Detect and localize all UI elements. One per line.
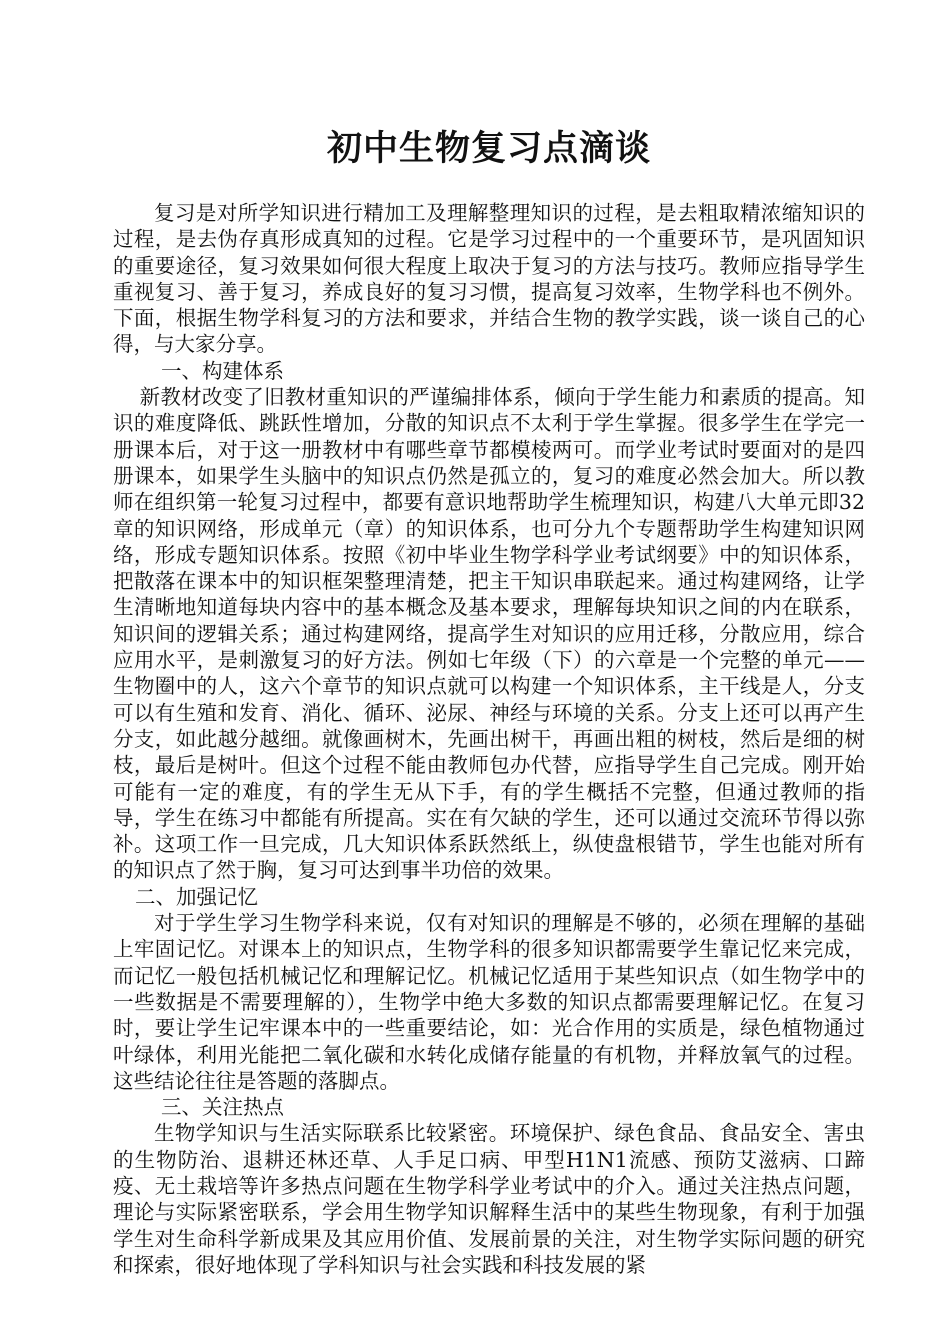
section-body-1: 新教材改变了旧教材重知识的严谨编排体系，倾向于学生能力和素质的提高。知识的难度降低、跳跃性增加，分散的知识点不太利于学生掌握。很多学生在学完一册课本后，对于这一册教材中有哪些章节都模棱两可。而学业考试时要面对的是四册课本，如果学生头脑中的知识点仍然是孤立的，复习的难度必然会加大。所以教师在组织第一轮复习过程中，都要有意识地帮助学生梳理知识，构建八大单元即32章的知识网络，形成单元（章）的知识体系，也可分九个专题帮助学生构建知识网络，形成专题知识体系。按照《初中毕业生物学科学业考试纲要》中的知识体系，把散落在课本中的知识框架整理清楚，把主干知识串联起来。通过构建网络，让学生清晰地知道每块内容中的基本概念及基本要求，理解每块知识之间的内在联系，知识间的逻辑关系；通过构建网络，提高学生对知识的应用迁移，分散应用，综合应用水平，是刺激复习的好方法。例如七年级（下）的六章是一个完整的单元——生物圈中的人，这六个章节的知识点就可以构建一个知识体系，主干线是人，分支可以有生殖和发育、消化、循环、泌尿、神经与环境的关系。分支上还可以再产生分支，如此越分越细。就像画树木，先画出树干，再画出粗的树枝，然后是细的树枝，最后是树叶。但这个过程不能由教师包办代替，应指导学生自己完成。刚开始可能有一定的难度，有的学生无从下手，有的学生概括不完整，但通过教师的指导，学生在练习中都能有所提高。实在有欠缺的学生，还可以通过交流环节得以弥补。这项工作一旦完成，几大知识体系跃然纸上，纵使盘根错节，学生也能对所有的知识点了然于胸，复习可达到事半功倍的效果。 bbox=[113, 385, 865, 883]
intro-paragraph: 复习是对所学知识进行精加工及理解整理知识的过程，是去粗取精浓缩知识的过程，是去伪存真形成真知的过程。它是学习过程中的一个重要环节，是巩固知识的重要途径，复习效果如何很大程度上取决于复习的方法与技巧。教师应指导学生重视复习、善于复习，养成良好的复习习惯，提高复习效率，生物学科也不例外。下面，根据生物学科复习的方法和要求，并结合生物的教学实践，谈一谈自己的心得，与大家分享。 bbox=[113, 201, 865, 357]
section-heading-2: 二、加强记忆 bbox=[135, 884, 258, 909]
section-heading-1: 一、构建体系 bbox=[161, 358, 284, 383]
section-body-3: 生物学知识与生活实际联系比较紧密。环境保护、绿色食品、食品安全、害虫的生物防治、退耕还林还草、人手足口病、甲型H1N1流感、预防艾滋病、口蹄疫、无土栽培等许多热点问题在生物学科学业考试中的介入。通过关注热点问题，理论与实际紧密联系，学会用生物学知识解释生活中的某些生物现象，有利于加强学生对生命科学新成果及其应用价值、发展前景的关注，对生物学实际问题的研究和探索，很好地体现了学科知识与社会实践和科技发展的紧 bbox=[113, 1121, 865, 1277]
document-page bbox=[113, 118, 865, 1278]
section-heading-3: 三、关注热点 bbox=[161, 1095, 284, 1120]
section-body-2: 对于学生学习生物学科来说，仅有对知识的理解是不够的，必须在理解的基础上牢固记忆。对课本上的知识点，生物学科的很多知识都需要学生靠记忆来完成，而记忆一般包括机械记忆和理解记忆。机械记忆适用于某些知识点（如生物学中的一些数据是不需要理解的），生物学中绝大多数的知识点都需要理解记忆。在复习时，要让学生记牢课本中的一些重要结论，如：光合作用的实质是，绿色植物通过叶绿体，利用光能把二氧化碳和水转化成储存能量的有机物，并释放氧气的过程。这些结论往往是答题的落脚点。 bbox=[113, 911, 865, 1093]
document-title: 初中生物复习点滴谈 bbox=[326, 128, 651, 169]
